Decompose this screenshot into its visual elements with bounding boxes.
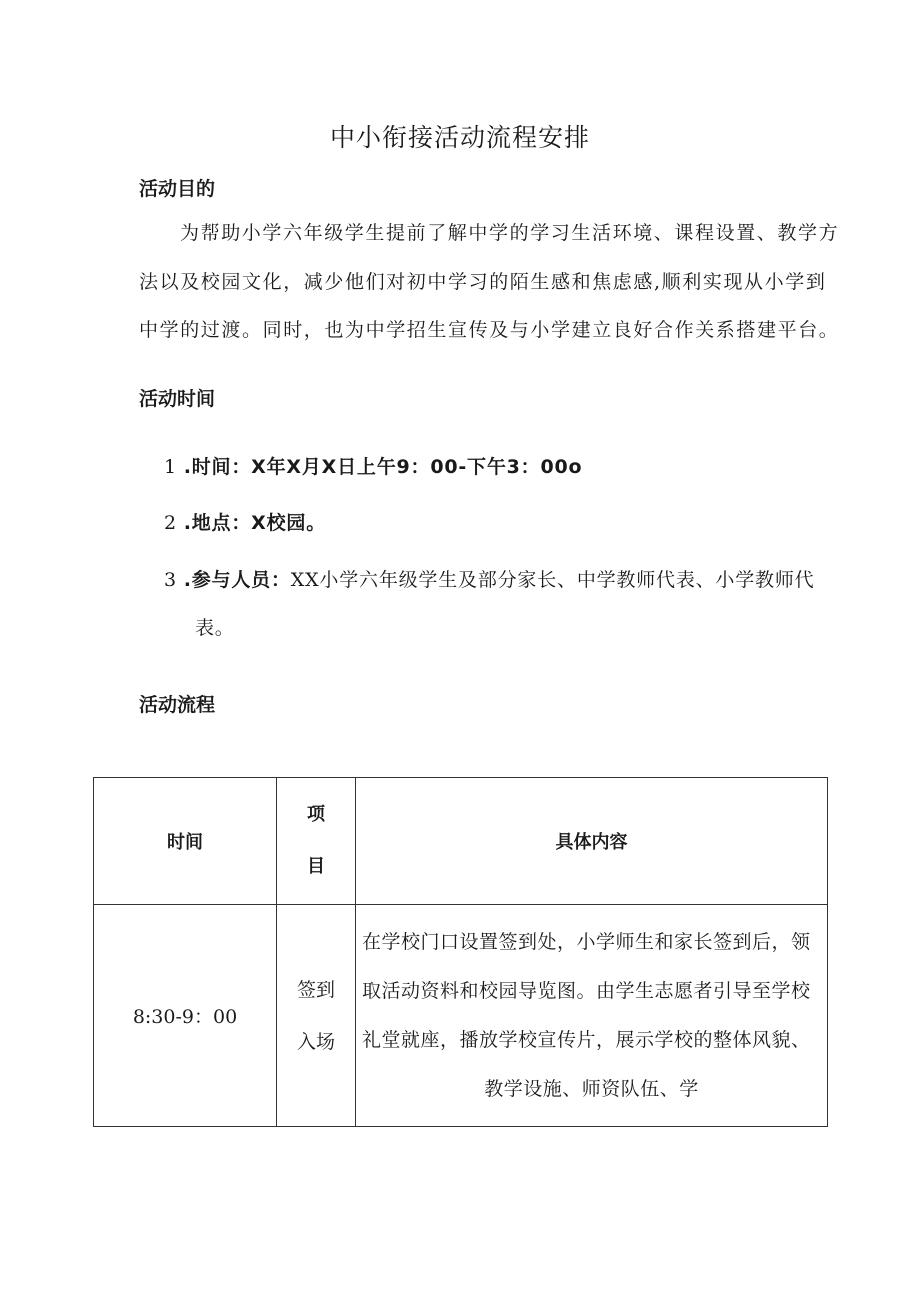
- section-heading-flow: 活动流程: [139, 694, 216, 716]
- list-number: 1: [164, 456, 177, 478]
- header-item-line: 项: [307, 804, 325, 825]
- list-item: [164, 565, 814, 592]
- list-item-continuation: 表。: [195, 617, 235, 639]
- section-heading-purpose: 活动目的: [139, 178, 216, 200]
- list-label: .时间：: [183, 456, 252, 478]
- table-header-row: [94, 778, 828, 905]
- list-item: [164, 452, 582, 479]
- content-line: 取活动资料和校园导览图。由学生志愿者引导至学校: [362, 979, 811, 1002]
- cell-item-line: 签到: [296, 978, 335, 1001]
- flow-table: [93, 777, 828, 1127]
- section-heading-time: 活动时间: [139, 388, 216, 410]
- list-number: 3: [164, 569, 177, 591]
- cell-item: [277, 905, 356, 1127]
- content-line: 教学设施、师资队伍、学: [484, 1077, 699, 1100]
- cell-content: [356, 905, 828, 1127]
- page-title: 中小衔接活动流程安排: [329, 123, 590, 152]
- paragraph-line: 法以及校园文化，减少他们对初中学习的陌生感和焦虑感,顺利实现从小学到: [139, 271, 827, 293]
- paragraph-line: 为帮助小学六年级学生提前了解中学的学习生活环境、课程设置、教学方: [180, 222, 840, 244]
- header-content: 具体内容: [356, 778, 828, 905]
- content-line: 在学校门口设置签到处，小学师生和家长签到后，领: [362, 930, 811, 953]
- list-number: 2: [164, 512, 177, 534]
- table-row: [94, 905, 828, 1127]
- list-label: .参与人员：: [183, 569, 291, 591]
- paragraph-line: 中学的过渡。同时，也为中学招生宣传及与小学建立良好合作关系搭建平台。: [139, 319, 840, 341]
- header-item: [277, 778, 356, 905]
- list-label: .地点：: [183, 512, 252, 534]
- header-item-line: 目: [307, 856, 325, 877]
- cell-item-line: 入场: [296, 1030, 335, 1053]
- list-item: [164, 508, 326, 535]
- content-line: 礼堂就座，播放学校宣传片，展示学校的整体风貌、: [362, 1028, 811, 1051]
- list-text: X年X月X日上午9：00-下午3：00o: [251, 456, 583, 478]
- list-text: XX小学六年级学生及部分家长、中学教师代表、小学教师代: [290, 569, 815, 591]
- list-text: X校园。: [251, 512, 327, 534]
- header-time: 时间: [94, 778, 277, 905]
- cell-time: 8:30-9：00: [94, 905, 277, 1127]
